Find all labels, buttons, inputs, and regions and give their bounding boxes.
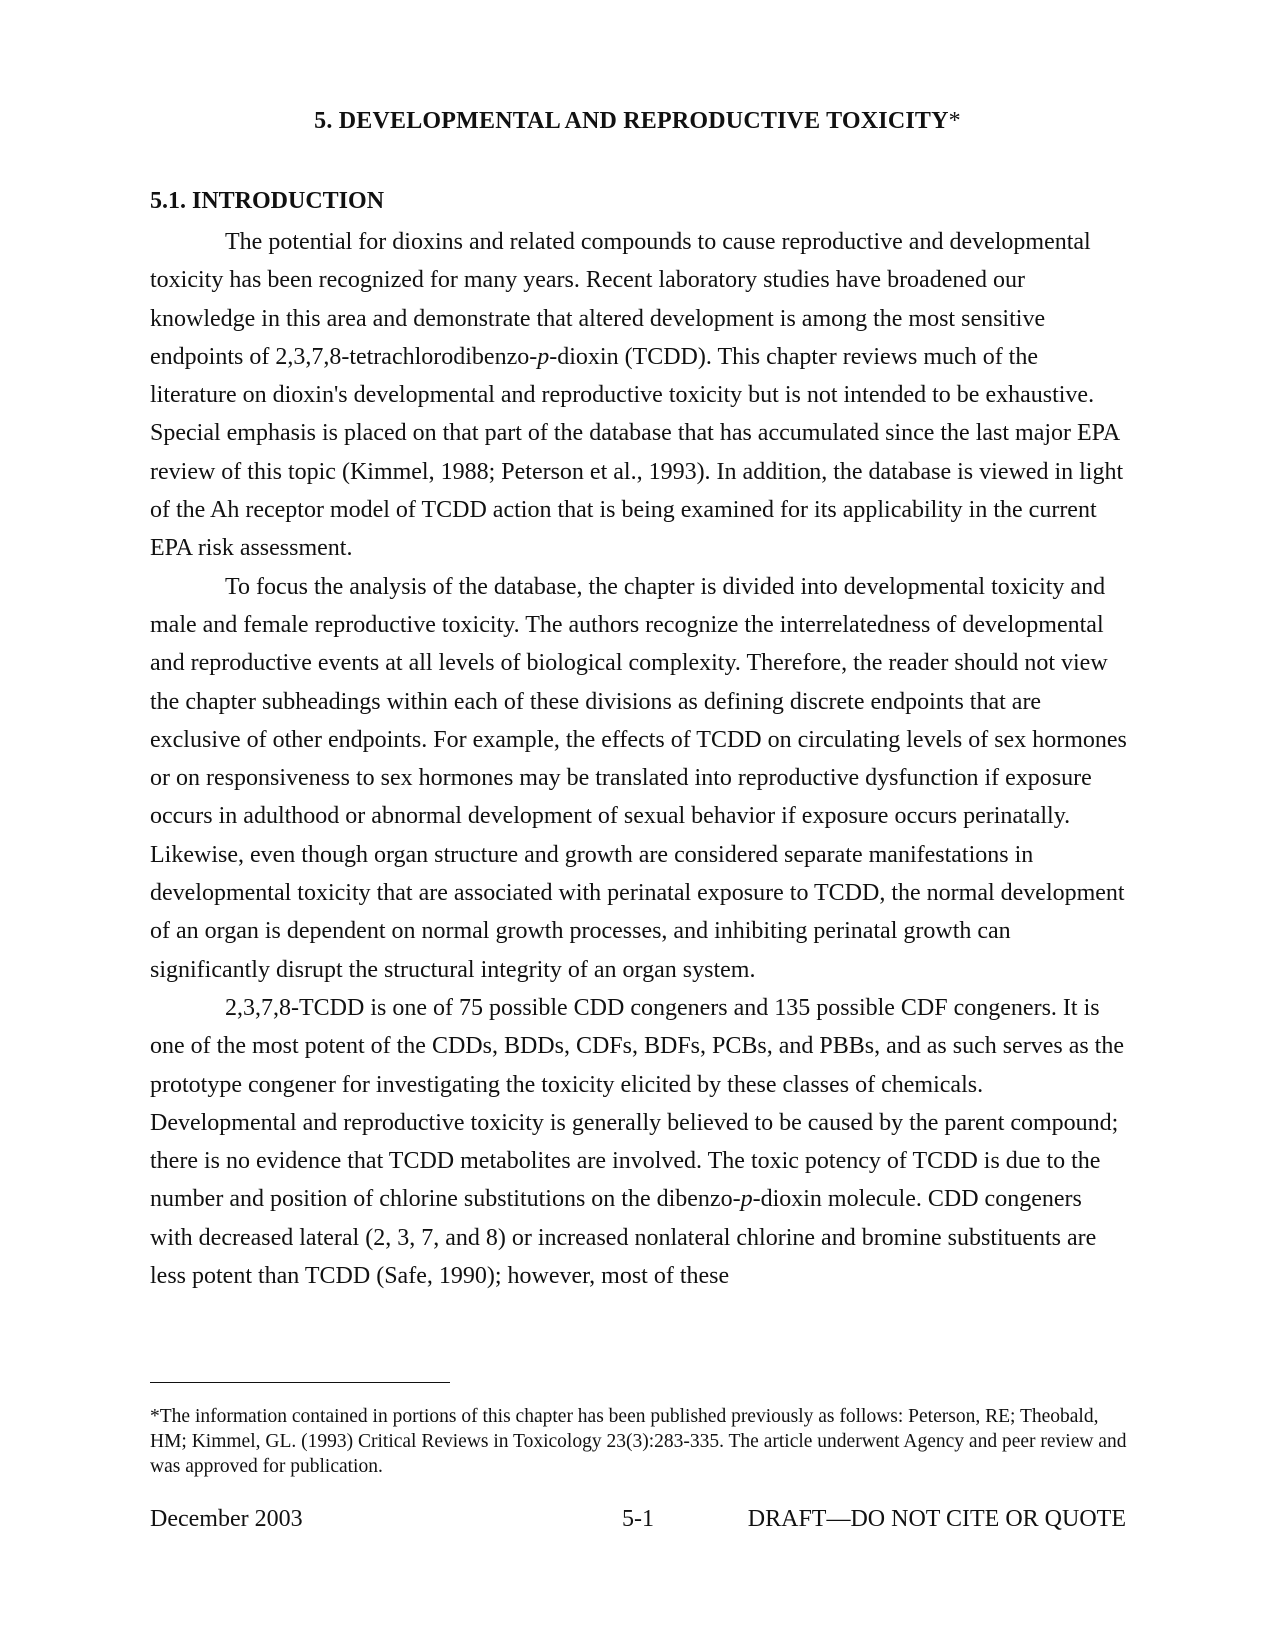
- italic-run: p: [537, 343, 550, 370]
- footer-draft-notice: DRAFT—DO NOT CITE OR QUOTE: [747, 1506, 1126, 1532]
- chapter-title: [0, 108, 1275, 135]
- section-heading: 5.1. INTRODUCTION: [150, 188, 385, 214]
- paragraph: [150, 223, 1130, 568]
- paragraph: [150, 989, 1130, 1295]
- text-run: The potential for dioxins and related compounds to cause reproductive and developmental toxicity has been recognized for many years. Recent laboratory studies have broadened our knowledge in this area and demonstrate that altered development is among the most sensitive endpoints of 2,3,7,8-tetrachlorodibenzo-: [150, 229, 1091, 370]
- chapter-title-text: 5. DEVELOPMENTAL AND REPRODUCTIVE TOXICITY: [314, 108, 949, 134]
- italic-run: p: [740, 1186, 753, 1213]
- footer-date: December 2003: [150, 1506, 303, 1532]
- page-footer: [150, 1506, 1126, 1538]
- footnote: *The information contained in portions of this chapter has been published previously as follows: Peterson, RE; Theobald, HM; Kimmel, GL. (1993) Critical Reviews in Toxicology 23(3):283-335. The article underwent Agency and peer review and was approved for publication.: [150, 1406, 1127, 1477]
- paragraph: [150, 568, 1130, 989]
- text-run: -dioxin molecule. CDD congeners with decreased lateral (2, 3, 7, and 8) or increased nonlateral chlorine and bromine substituents are less potent than TCDD (Safe, 1990); however, most of these: [150, 1186, 1097, 1290]
- body-text: [150, 223, 1130, 1295]
- text-run: 2,3,7,8-TCDD is one of 75 possible CDD congeners and 135 possible CDF congeners. It is one of the most potent of the CDDs, BDDs, CDFs, BDFs, PCBs, and PBBs, and as such serves as the prototype congener for investigating the toxicity elicited by these classes of chemicals. Developmental and reproductive toxicity is generally believed to be caused by the parent compound; there is no evidence that TCDD metabolites are involved. The toxic potency of TCDD is due to the number and position of chlorine substitutions on the dibenzo-: [150, 994, 1125, 1213]
- text-run: -dioxin (TCDD). This chapter reviews much of the literature on dioxin's developmental and reproductive toxicity but is not intended to be exhaustive. Special emphasis is placed on that part of the database that has accumulated since the last major EPA review of this topic (Kimmel, 1988; Peterson et al., 1993). In addition, the database is viewed in light of the Ah receptor model of TCDD action that is being examined for its applicability in the current EPA risk assessment.: [150, 343, 1124, 562]
- footer-page-number: 5-1: [622, 1506, 654, 1532]
- footnote-separator: [150, 1382, 450, 1383]
- text-run: To focus the analysis of the database, the chapter is divided into developmental toxicity and male and female reproductive toxicity. The authors recognize the interrelatedness of developmental and reproductive events at all levels of biological complexity. Therefore, the reader should not view the chapter subheadings within each of these divisions as defining discrete endpoints that are exclusive of other endpoints. For example, the effects of TCDD on circulating levels of sex hormones or on responsiveness to sex hormones may be translated into reproductive dysfunction if exposure occurs in adulthood or abnormal development of sexual behavior if exposure occurs perinatally. Likewise, even though organ structure and growth are considered separate manifestations in developmental toxicity that are associated with perinatal exposure to TCDD, the normal development of an organ is dependent on normal growth processes, and inhibiting perinatal growth can significantly disrupt the structural integrity of an organ system.: [150, 573, 1127, 983]
- chapter-title-footnote-marker: *: [948, 108, 961, 134]
